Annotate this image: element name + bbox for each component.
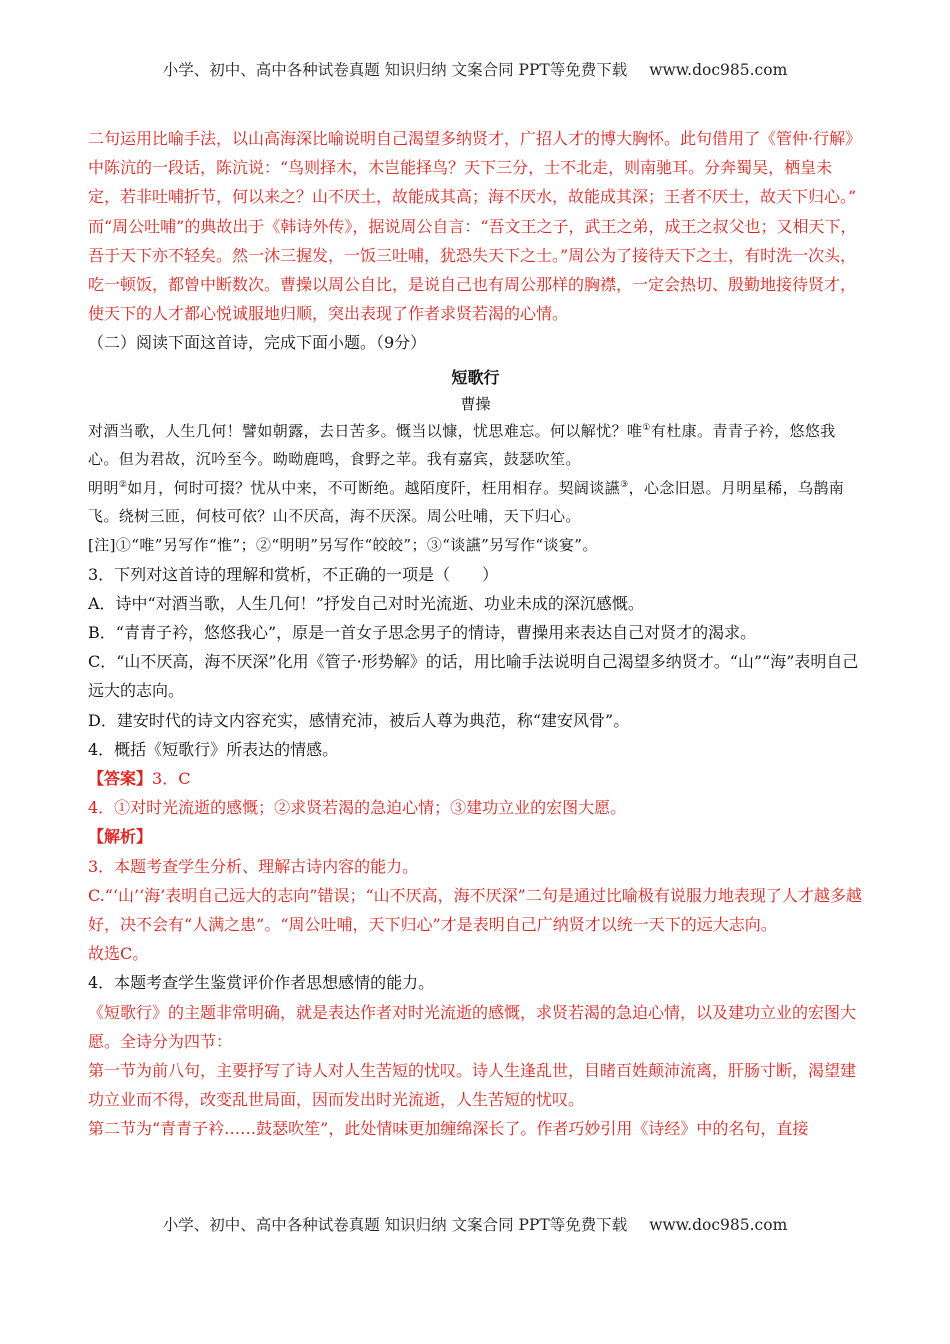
- top-analysis-paragraph-2: 而“周公吐哺”的典故出于《韩诗外传》，据说周公自言：“吾文王之子，武王之弟，成王之叔父也；又相天下，吾于天下亦不轻矣。然一沐三握发，一饭三吐哺，犹恐失天下之士。”周公为了接待天下之士，有时洗一次头，吃一顿饭，都曾中断数次。曹操以周公自比，是说自己也有周公那样的胸襟，一定会热切、殷勤地接待贤才，使天下的人才都心悦诚服地归顺，突出表现了作者求贤若渴的心情。: [88, 216, 857, 324]
- answer-label: 【答案】: [88, 769, 153, 789]
- q3-option-b: B．“青青子衿，悠悠我心”，原是一首女子思念男子的情诗，曹操用来表达自己对贤才的渴求。: [88, 623, 757, 642]
- analysis-q3-choice: 故选C。: [88, 944, 149, 964]
- top-analysis-paragraph-1: 二句运用比喻手法，以山高海深比喻说明自己渴望多纳贤才，广招人才的博大胸怀。此句借用了《管仲·行解》中陈沆的一段话，陈沆说：“鸟则择木，木岂能择鸟？天下三分，士不北走，则南驰耳。分奔蜀吴，栖皇未定，若非吐哺折节，何以来之？山不厌土，故能成其高；海不厌水，故能成其深；王者不厌士，故天下归心。”: [88, 129, 862, 207]
- q3-option-a: A．诗中“对酒当歌，人生几何！”抒发自己对时光流逝、功业未成的深沉感慨。: [88, 593, 644, 613]
- poem-stanza-2-b: 如月，何时可掇？忧从中来，不可断绝。越陌度阡，枉用相存。契阔谈讌: [127, 478, 621, 497]
- analysis-q4-intro: 4．本题考查学生鉴赏评价作者思想感情的能力。: [88, 973, 435, 993]
- answer-line: [88, 764, 863, 793]
- poem-note: [注]①“唯”另写作“惟”；②“明明”另写作“皎皎”；③“谈讌”另写作“谈宴”。: [88, 536, 598, 554]
- footer-url[interactable]: www.doc985.com: [649, 1216, 788, 1234]
- q3-option-d: D．建安时代的诗文内容充实，感情充沛，被后人尊为典范，称“建安风骨”。: [88, 710, 630, 730]
- answer-q4: 4．①对时光流逝的感慨；②求贤若渴的急迫心情；③建功立业的宏图大愿。: [88, 798, 627, 818]
- answer-q3: 3．C: [152, 769, 191, 789]
- analysis-label: 【解析】: [88, 827, 153, 847]
- analysis-q4-paragraph-2: 第一节为前八句，主要抒写了诗人对人生苦短的忧叹。诗人生逢乱世，目睹百姓颠沛流离，肝肠寸断，渴望建功立业而不得，改变乱世局面，因而发出时光流逝，人生苦短的忧叹。: [88, 1061, 857, 1110]
- poem-stanza-2-c: ，心念旧恩。月明星稀，乌鹊南飞。绕树三匝，何枝可依？山不厌高，海不厌深。周公吐哺，天下归心。: [88, 478, 845, 526]
- analysis-q4-paragraph-1: 《短歌行》的主题非常明确，就是表达作者对时光流逝的感慨，求贤若渴的急迫心情，以及建功立业的宏图大愿。全诗分为四节：: [88, 1002, 857, 1051]
- poem-author: 曹操: [460, 394, 491, 413]
- document-body: [88, 124, 863, 1144]
- page-header: [0, 58, 950, 80]
- poem-stanza-2-a: 明明: [88, 478, 119, 497]
- footer-text: 小学、初中、高中各种试卷真题 知识归纳 文案合同 PPT等免费下载: [162, 1216, 628, 1234]
- poem-stanza-2: [88, 474, 863, 531]
- poem-stanza-1-b: 有杜康。青青子衿，悠悠我心。但为君故，沉吟至今。呦呦鹿鸣，食野之苹。我有嘉宾，鼓瑟吹笙。: [88, 421, 836, 469]
- analysis-q3-intro: 3．本题考查学生分析、理解古诗内容的能力。: [88, 856, 419, 876]
- section-intro: （二）阅读下面这首诗，完成下面小题。（9分）: [88, 333, 427, 353]
- poem-note-mark-2: ②: [118, 479, 128, 490]
- analysis-q4-paragraph-3: 第二节为“青青子衿……鼓瑟吹笙”，此处情味更加缠绵深长了。作者巧妙引用《诗经》中的名句，直接: [88, 1119, 809, 1139]
- poem-note-mark-1: ①: [642, 422, 651, 433]
- analysis-q3-detail: C.“‘山’‘海’表明自己远大的志向”错误；“山不厌高，海不厌深”二句是通过比喻极有说服力地表现了人才越多越好，决不会有“人满之患”。“周公吐哺，天下归心”才是表明自己广纳贤才以统一天下的远大志向。: [88, 885, 862, 935]
- poem-note-mark-3: ③: [620, 479, 629, 490]
- poem-stanza-1: [88, 417, 863, 474]
- q4-stem: 4．概括《短歌行》所表达的情感。: [88, 739, 339, 759]
- page-footer: [0, 1213, 950, 1235]
- header-text: 小学、初中、高中各种试卷真题 知识归纳 文案合同 PPT等免费下载: [162, 61, 628, 79]
- q3-stem: 3．下列对这首诗的理解和赏析，不正确的一项是（ ）: [88, 564, 499, 584]
- poem-stanza-1-a: 对酒当歌，人生几何！譬如朝露，去日苦多。慨当以慷，忧思难忘。何以解忧？唯: [88, 421, 643, 440]
- poem-title: 短歌行: [451, 367, 500, 387]
- header-url[interactable]: www.doc985.com: [649, 61, 788, 79]
- q3-option-c: C．“山不厌高，海不厌深”化用《管子·形势解》的话，用比喻手法说明自己渴望多纳贤才。“山”“海”表明自己远大的志向。: [88, 652, 859, 701]
